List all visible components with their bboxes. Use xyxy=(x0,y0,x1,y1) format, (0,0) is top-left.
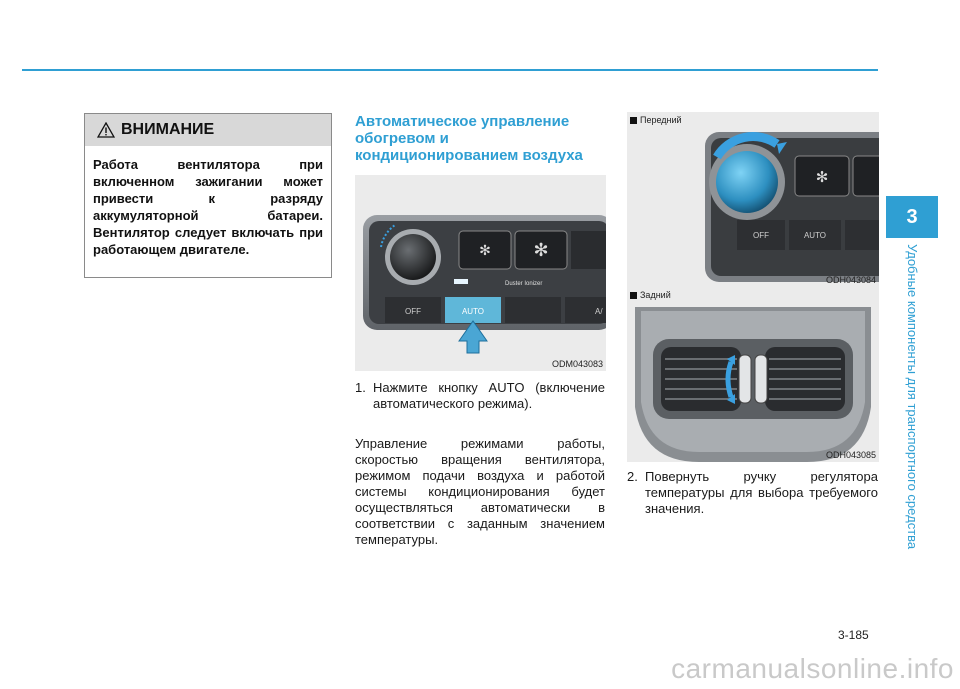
step-2-number: 2. xyxy=(627,469,638,484)
auto-mode-description: Управление режимами работы, скоростью вращения вентилятора, режимом подачи воздуха и работой системы кондиционирования будет осуществляться автоматически в соответствии с заданным значением температуры. xyxy=(355,436,605,547)
duster-ionizer-label: Duster Ionizer xyxy=(505,281,543,287)
chapter-number: 3 xyxy=(906,205,918,228)
figure3-label xyxy=(630,290,671,300)
rear-vents-illustration xyxy=(627,287,879,462)
ac-button-label: A/ xyxy=(595,307,603,316)
auto-button-label: AUTO xyxy=(461,307,485,316)
warning-box xyxy=(84,113,332,278)
temperature-knob xyxy=(390,234,436,280)
warning-triangle-icon xyxy=(97,122,115,138)
front-temperature-knob xyxy=(716,151,778,213)
climate-panel-illustration xyxy=(355,175,606,371)
page-number: 3-185 xyxy=(838,628,869,642)
figure3-code: ODH043085 xyxy=(825,450,876,460)
square-bullet-icon xyxy=(630,292,637,299)
figure2-label-text: Передний xyxy=(640,115,682,125)
chapter-title-text: Удобные компоненты для транспортного средства xyxy=(905,244,920,550)
svg-text:✻: ✻ xyxy=(533,240,549,261)
figure-auto-button xyxy=(355,175,606,371)
step-2 xyxy=(627,469,878,517)
svg-text:✻: ✻ xyxy=(479,243,491,259)
square-bullet-icon xyxy=(630,117,637,124)
warning-text: Работа вентилятора при включенном зажигании может привести к разряду аккумуляторной батареи. Вентилятор следует включать при работающем двигателе. xyxy=(93,157,323,257)
warning-header xyxy=(85,114,331,146)
figure-rear-vents xyxy=(627,287,879,462)
warning-title: ВНИМАНИЕ xyxy=(121,121,215,138)
figure2-label xyxy=(630,115,682,125)
svg-text:✻: ✻ xyxy=(815,168,829,186)
figure1-code: ODM043083 xyxy=(551,359,603,369)
step-1-number: 1. xyxy=(355,380,366,395)
front-panel-illustration xyxy=(627,112,879,287)
top-rule xyxy=(22,69,878,71)
watermark: carmanualsonline.info xyxy=(671,653,954,684)
off-button-label: OFF xyxy=(405,307,421,316)
figure2-code: ODH043084 xyxy=(825,275,876,285)
step-1-text: Нажмите кнопку AUTO (включение автоматического режима). xyxy=(373,380,605,411)
step-2-text: Повернуть ручку регулятора температуры для выбора требуемого значения. xyxy=(645,469,878,516)
section-title: Автоматическое управление обогревом и кондиционированием воздуха xyxy=(355,113,583,164)
rear-temperature-wheel xyxy=(739,355,751,403)
step-1 xyxy=(355,380,605,412)
chapter-title xyxy=(905,244,920,584)
front-auto-label: AUTO xyxy=(803,231,827,240)
front-off-label: OFF xyxy=(753,231,769,240)
figure3-label-text: Задний xyxy=(640,290,671,300)
chapter-tab[interactable] xyxy=(886,196,938,238)
figure-front-panel xyxy=(627,112,879,287)
